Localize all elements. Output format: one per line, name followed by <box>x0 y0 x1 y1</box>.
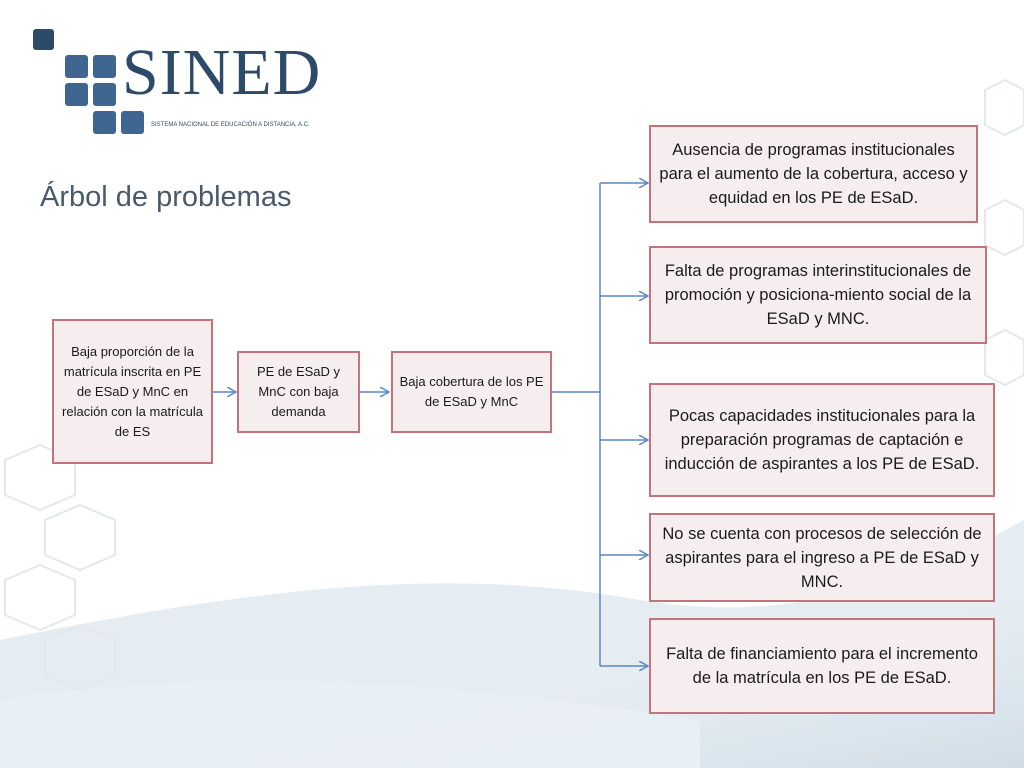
cause-box-3: Pocas capacidades institucionales para la preparación programas de captación e inducción de aspirantes a los PE de ESaD. <box>649 383 995 497</box>
middle-problem-box: PE de ESaD y MnC con baja demanda <box>237 351 360 433</box>
logo-subtitle: SISTEMA NACIONAL DE EDUCACIÓN A DISTANCIA, A.C. <box>151 122 310 128</box>
cause-box-5: Falta de financiamiento para el incremento de la matrícula en los PE de ESaD. <box>649 618 995 714</box>
cause-box-2: Falta de programas interinstitucionales de promoción y posiciona-miento social de la ESaD y MNC. <box>649 246 987 344</box>
central-problem-box: Baja cobertura de los PE de ESaD y MnC <box>391 351 552 433</box>
logo-wordmark: SINED <box>122 36 322 109</box>
cause-box-1: Ausencia de programas institucionales para el aumento de la cobertura, acceso y equidad en los PE de ESaD. <box>649 125 978 223</box>
root-problem-box: Baja proporción de la matrícula inscrita en PE de ESaD y MnC en relación con la matrícula de ES <box>52 319 213 464</box>
cause-box-4: No se cuenta con procesos de selección de aspirantes para el ingreso a PE de ESaD y MNC. <box>649 513 995 602</box>
slide-title: Árbol de problemas <box>40 181 292 213</box>
